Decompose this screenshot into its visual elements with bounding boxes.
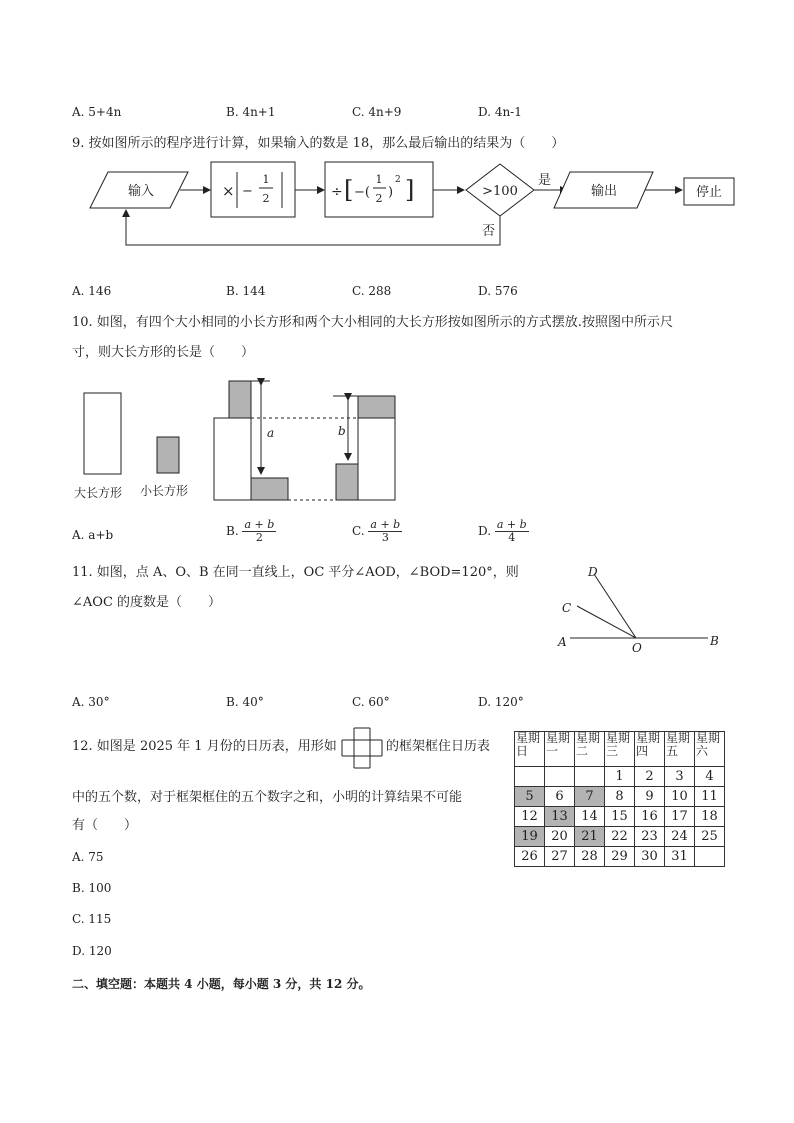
q12-question-part2: 的框架框住日历表 <box>386 739 491 754</box>
calendar-day-cell: 29 <box>605 847 635 867</box>
point-B: B <box>710 634 719 648</box>
point-O: O <box>632 641 642 655</box>
calendar-day-cell: 28 <box>575 847 605 867</box>
q9-option-a: A. 146 <box>72 284 112 298</box>
flow-step2-close: ) <box>388 185 394 200</box>
calendar-header-cell: 星期六 <box>695 732 725 767</box>
calendar-day-cell <box>575 767 605 787</box>
flow-step2-minus: −( <box>354 185 370 200</box>
calendar-header-cell: 星期日 <box>515 732 545 767</box>
calendar-day-cell: 6 <box>545 787 575 807</box>
calendar-table <box>514 731 725 867</box>
q11-question-line2: ∠AOC 的度数是（ ） <box>72 595 222 610</box>
q10-option-c: C. $\frac{a + b}{3}$ <box>352 518 401 544</box>
big-rectangle-sample <box>84 393 121 474</box>
calendar-day-cell: 30 <box>635 847 665 867</box>
q9-option-d: D. 576 <box>478 284 518 298</box>
q10-question-line1: 10. 如图，有四个大小相同的小长方形和两个大小相同的大长方形按如图所示的方式摆放.按照图中所示尺 <box>72 315 673 330</box>
label-b: b <box>338 424 346 438</box>
calendar-day-cell: 11 <box>695 787 725 807</box>
q12-option-b: B. 100 <box>72 881 112 895</box>
q8-option-a: A. 5+4n <box>72 105 122 119</box>
calendar-day-cell: 24 <box>665 827 695 847</box>
q9-flowchart <box>0 160 794 290</box>
calendar-day-cell: 22 <box>605 827 635 847</box>
q12-question-part1: 12. 如图是 2025 年 1 月份的日历表，用形如 <box>72 739 337 754</box>
small-rect-label: 小长方形 <box>140 484 189 498</box>
calendar-day-cell: 23 <box>635 827 665 847</box>
flow-step2-exp: 2 <box>395 175 401 185</box>
flow-compare-label: >100 <box>482 184 518 199</box>
calendar-day-cell: 12 <box>515 807 545 827</box>
flow-stop-label: 停止 <box>695 185 723 200</box>
calendar-day-cell <box>545 767 575 787</box>
q8-option-b: B. 4n+1 <box>226 105 276 119</box>
label-a: a <box>267 426 275 440</box>
section-2-heading: 二、填空题：本题共 4 小题，每小题 3 分，共 12 分。 <box>72 977 371 991</box>
flow-step1-minus: − <box>242 184 253 199</box>
calendar-day-cell: 4 <box>695 767 725 787</box>
q9-option-b: B. 144 <box>226 284 266 298</box>
flow-no-label: 否 <box>482 224 496 239</box>
calendar-day-cell: 14 <box>575 807 605 827</box>
small-rectangle-sample <box>157 437 179 473</box>
flow-step2-div: ÷ <box>331 184 343 200</box>
calendar-day-cell: 25 <box>695 827 725 847</box>
flow-step2-den: 2 <box>375 192 383 205</box>
q11-option-a: A. 30° <box>72 695 110 709</box>
flow-step2-bracket-open: [ <box>344 176 354 204</box>
calendar-day-cell: 16 <box>635 807 665 827</box>
q11-option-b: B. 40° <box>226 695 264 709</box>
q12-option-d: D. 120 <box>72 944 112 958</box>
calendar-header-cell: 星期五 <box>665 732 695 767</box>
calendar-header-cell: 星期一 <box>545 732 575 767</box>
q10-option-d: D. $\frac{a + b}{4}$ <box>478 518 527 544</box>
calendar-header-cell: 星期四 <box>635 732 665 767</box>
q12-option-c: C. 115 <box>72 912 112 926</box>
q11-option-d: D. 120° <box>478 695 524 709</box>
calendar-day-cell <box>695 847 725 867</box>
calendar-day-cell: 20 <box>545 827 575 847</box>
q8-option-d: D. 4n-1 <box>478 105 522 119</box>
q10-question-line2: 寸，则大长方形的长是（ ） <box>72 345 255 360</box>
calendar-day-cell: 5 <box>515 787 545 807</box>
q9-question: 9. 按如图所示的程序进行计算，如果输入的数是 18，那么最后输出的结果为（ ） <box>72 136 565 151</box>
point-A: A <box>558 635 567 649</box>
calendar-day-cell: 21 <box>575 827 605 847</box>
q10-option-b: B. $\frac{a + b}{2}$ <box>226 518 275 544</box>
q10-option-a: A. a+b <box>72 528 114 542</box>
flow-step2-num: 1 <box>375 173 383 186</box>
calendar-day-cell: 10 <box>665 787 695 807</box>
calendar-day-cell: 9 <box>635 787 665 807</box>
cross-frame-icon <box>340 726 384 770</box>
flow-step1-num: 1 <box>262 173 270 186</box>
calendar-day-cell: 8 <box>605 787 635 807</box>
q12-question-line3: 有（ ） <box>72 818 138 833</box>
q12-question-line2: 中的五个数，对于框架框住的五个数字之和，小明的计算结果不可能 <box>72 790 463 805</box>
calendar-day-cell: 31 <box>665 847 695 867</box>
flow-step2-bracket-close: ] <box>405 176 415 204</box>
flow-no-loop <box>126 210 500 245</box>
calendar-day-cell: 15 <box>605 807 635 827</box>
point-C: C <box>562 601 572 615</box>
q11-question-line1: 11. 如图，点 A、O、B 在同一直线上，OC 平分∠AOD，∠BOD=120°，则 <box>72 565 519 580</box>
flow-yes-label: 是 <box>538 173 552 188</box>
calendar-day-cell: 3 <box>665 767 695 787</box>
flow-input-label: 输入 <box>127 184 155 199</box>
flow-step1-den: 2 <box>262 192 270 205</box>
calendar-day-cell: 7 <box>575 787 605 807</box>
q8-option-c: C. 4n+9 <box>352 105 402 119</box>
calendar-header-cell: 星期三 <box>605 732 635 767</box>
q10-figure <box>0 375 794 505</box>
flow-step1-times: × <box>222 182 235 200</box>
q11-option-c: C. 60° <box>352 695 390 709</box>
calendar-day-cell: 18 <box>695 807 725 827</box>
calendar-day-cell: 19 <box>515 827 545 847</box>
calendar-header-cell: 星期二 <box>575 732 605 767</box>
point-D: D <box>588 565 598 579</box>
q11-figure <box>550 560 750 660</box>
calendar-day-cell: 27 <box>545 847 575 867</box>
q12-option-a: A. 75 <box>72 850 104 864</box>
big-rect-label: 大长方形 <box>74 486 123 500</box>
flow-output-label: 输出 <box>590 184 618 199</box>
calendar-day-cell: 17 <box>665 807 695 827</box>
calendar-day-cell: 13 <box>545 807 575 827</box>
calendar-day-cell: 26 <box>515 847 545 867</box>
calendar-day-cell: 1 <box>605 767 635 787</box>
calendar-day-cell <box>515 767 545 787</box>
q9-option-c: C. 288 <box>352 284 392 298</box>
calendar-day-cell: 2 <box>635 767 665 787</box>
